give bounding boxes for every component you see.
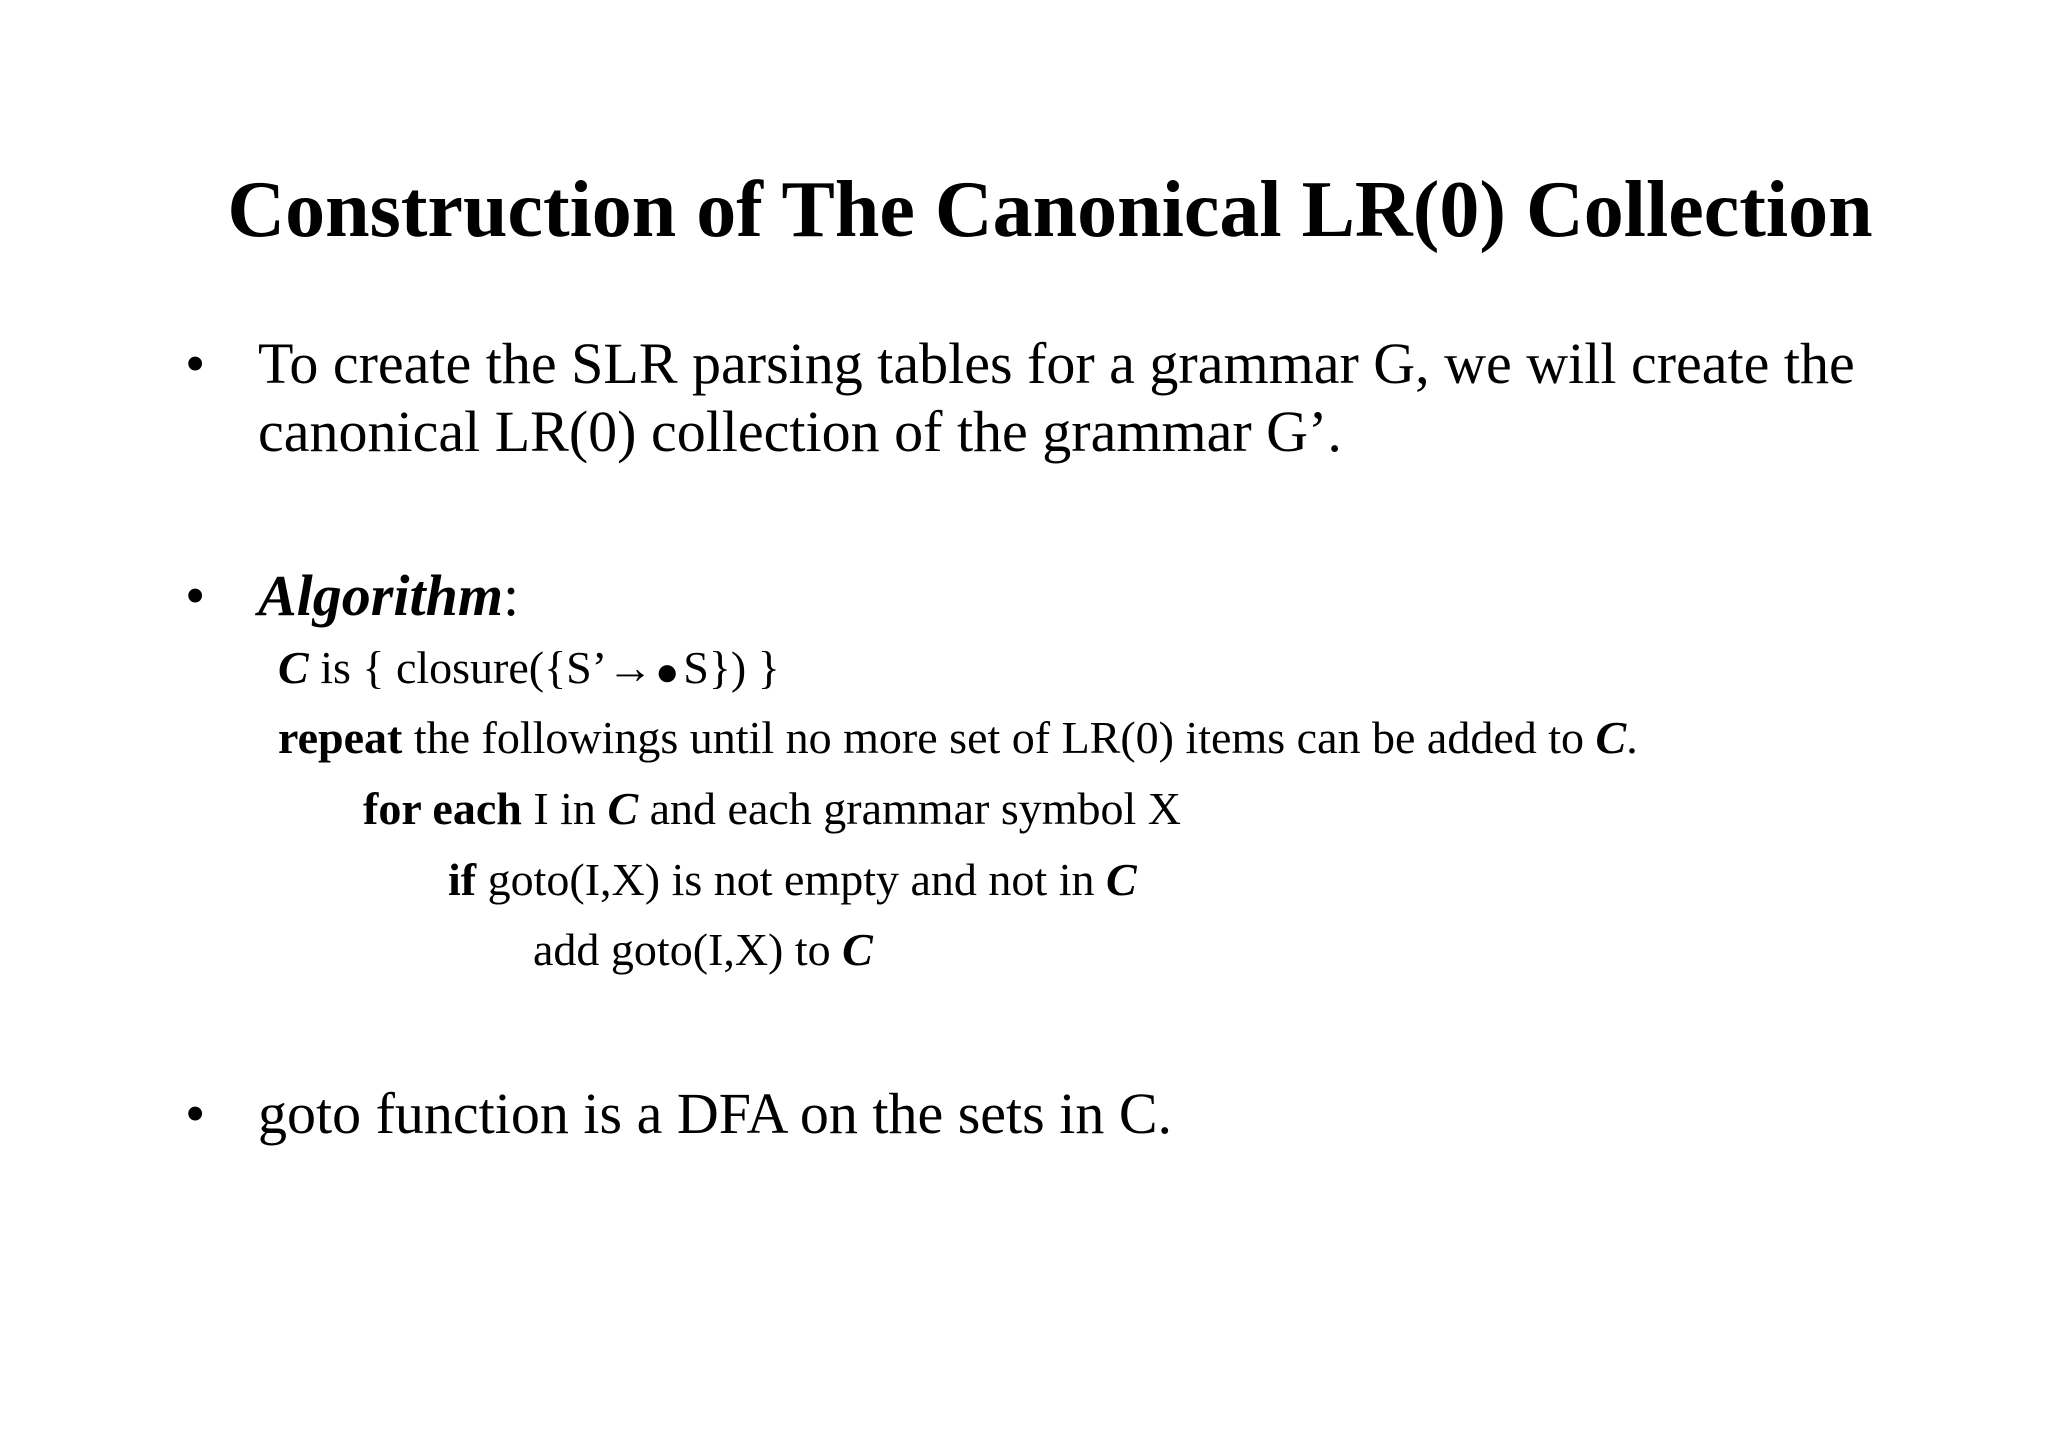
algorithm-line-2 — [278, 710, 1638, 766]
algorithm-line-2-text: the followings until no more set of LR(0) items can be added to — [402, 712, 1596, 763]
algorithm-line-1 — [278, 640, 780, 700]
algorithm-line-3-text-a: I in — [521, 783, 608, 834]
bullet-3-text: goto function is a DFA on the sets in C. — [258, 1081, 1173, 1146]
bullet-2-heading — [258, 562, 519, 630]
algorithm-label: Algorithm — [258, 563, 503, 628]
keyword-repeat: repeat — [278, 712, 403, 763]
var-c: C — [1595, 712, 1627, 763]
algorithm-line-5-text: add goto(I,X) to — [533, 924, 843, 975]
var-c: C — [1105, 854, 1137, 905]
algorithm-line-4 — [448, 852, 1137, 908]
algorithm-line-3-text-b: and each grammar symbol X — [638, 783, 1182, 834]
bullet-1-marker: • — [185, 331, 206, 396]
var-c: C — [278, 642, 309, 693]
var-c: C — [842, 924, 873, 975]
algorithm-line-4-text: goto(I,X) is not empty and not in — [476, 854, 1106, 905]
bullet-3-marker: • — [185, 1081, 206, 1146]
keyword-if: if — [448, 854, 477, 905]
bullet-2-marker: • — [185, 563, 206, 628]
slide-title: Construction of The Canonical LR(0) Collection — [227, 166, 1873, 254]
algorithm-line-2-end: . — [1626, 712, 1638, 763]
algorithm-line-5 — [533, 922, 873, 978]
keyword-for-each: for each — [363, 783, 522, 834]
algorithm-line-1-text-a: is { closure({S’→ — [308, 642, 654, 693]
var-c: C — [607, 783, 639, 834]
algorithm-colon: : — [502, 563, 520, 628]
algorithm-line-3 — [363, 781, 1181, 837]
bullet-1-line-1: To create the SLR parsing tables for a grammar G, we will create the — [258, 331, 1855, 396]
item-dot: ● — [655, 649, 680, 694]
bullet-1-line-2: canonical LR(0) collection of the grammar G’. — [258, 399, 1342, 464]
algorithm-line-1-text-b: S}) } — [683, 642, 780, 693]
